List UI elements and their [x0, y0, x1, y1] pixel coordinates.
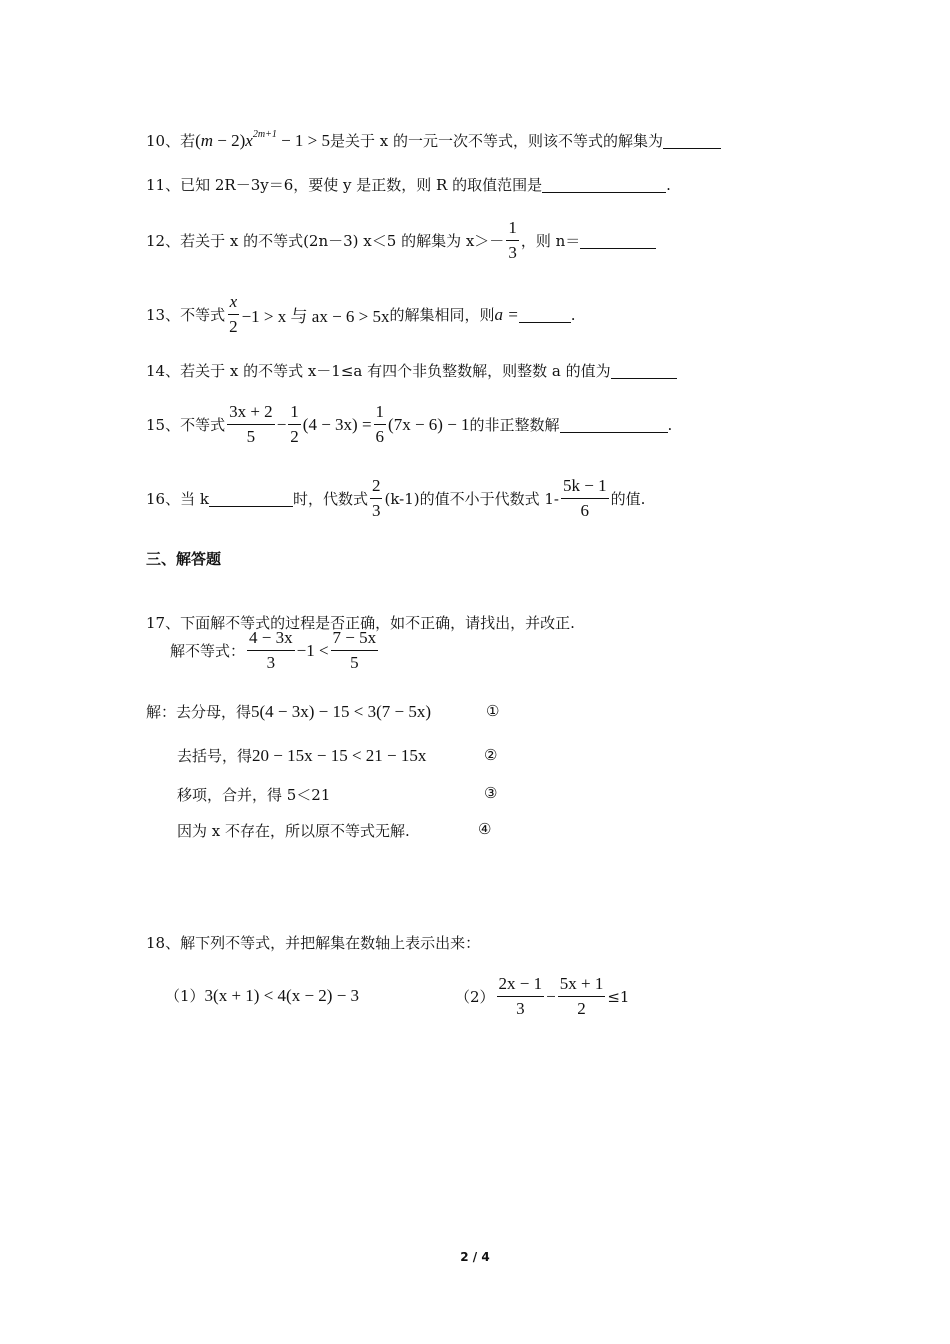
q17-step-2	[177, 745, 426, 766]
q13-end: .	[570, 305, 576, 324]
q18-part-2-end: ≤1	[607, 987, 630, 1006]
q11-answer-blank[interactable]	[542, 176, 666, 193]
q10-prefix: 10、若	[146, 132, 196, 150]
page-number: 2 / 4	[460, 1250, 490, 1264]
q13-fraction	[227, 292, 240, 337]
q17-step-2-mark: ②	[484, 746, 498, 764]
q16-text-2: (k-1)的值不小于代数式 1-	[384, 490, 559, 508]
q18-part-2	[455, 974, 629, 1019]
q17-step-1-expr: 5(4 − 3x) − 15 < 3(7 − 5x)	[251, 701, 432, 721]
q15-text: 的非正整数解	[469, 416, 560, 434]
q15-frac2-den: 2	[290, 427, 299, 446]
q17-step-3-label: 移项，合并，得 5＜21	[177, 786, 331, 804]
q17-step-4-label: 因为 x 不存在，所以原不等式无解.	[177, 822, 410, 840]
q13-prefix: 13、不等式	[146, 306, 226, 324]
q16-fraction-2	[561, 476, 609, 521]
q17-solve-label: 解不等式：	[170, 642, 246, 660]
q16-frac2-num: 5k − 1	[561, 476, 609, 499]
question-12	[146, 218, 656, 263]
q10-expression: $(m - 2)x^{2m+1} - 1 > 5$	[195, 128, 331, 150]
question-11	[146, 174, 671, 195]
q15-fraction-3	[374, 402, 387, 447]
q18-frac2-den: 2	[577, 999, 586, 1018]
question-10	[146, 130, 721, 151]
q15-middle: (4 − 3x) =	[302, 414, 372, 434]
q12-frac-den: 3	[508, 243, 517, 262]
q15-tail: (7x − 6) − 1	[388, 414, 470, 434]
q15-frac1-num: 3x + 2	[227, 402, 275, 425]
q13-frac-den: 2	[229, 317, 238, 336]
q18-part-1-expr: 3(x + 1) < 4(x − 2) − 3	[204, 985, 360, 1005]
q17-problem	[170, 628, 380, 673]
q17-step-1-label: 解：去分母，得	[146, 703, 252, 721]
q16-answer-blank[interactable]	[209, 490, 293, 507]
q17-step-2-label: 去括号，得	[177, 747, 253, 765]
q15-frac3-den: 6	[375, 427, 385, 446]
q15-end: .	[667, 415, 673, 434]
q18-part-1	[165, 985, 359, 1006]
question-18: 18、解下列不等式，并把解集在数轴上表示出来：	[146, 934, 481, 952]
q18-part-2-label: （2）	[455, 988, 495, 1006]
q17-lhs-fraction	[247, 628, 295, 673]
q18-part-2-minus: −	[546, 986, 556, 1006]
q10-answer-blank[interactable]	[663, 132, 721, 149]
q13-expression: −1 > x 与 ax − 6 > 5x	[241, 307, 390, 326]
q16-suffix: 的值.	[610, 490, 646, 508]
q14-text: 14、若关于 x 的不等式 x－1≤a 有四个非负整数解，则整数 a 的值为	[146, 362, 611, 380]
q15-minus: −	[276, 414, 287, 434]
q13-text: 的解集相同，则	[389, 306, 495, 324]
q11-text: 11、已知 2R－3y＝6，要使 y 是正数，则 R 的取值范围是	[146, 176, 543, 194]
question-17: 17、下面解不等式的过程是否正确，如不正确，请找出，并改正.	[146, 614, 575, 632]
q15-frac2-num: 1	[288, 402, 301, 425]
q15-prefix: 15、不等式	[146, 416, 226, 434]
question-13	[146, 292, 576, 337]
q18-frac1-den: 3	[516, 999, 525, 1018]
q12-fraction	[506, 218, 519, 263]
q15-fraction-2	[288, 402, 301, 447]
q16-frac2-den: 6	[580, 501, 590, 520]
q17-rhs-fraction	[331, 628, 379, 673]
q12-suffix: ，则 n＝	[520, 232, 581, 250]
q12-frac-num: 1	[506, 218, 519, 241]
q17-step-3-mark: ③	[484, 784, 498, 802]
question-15	[146, 402, 672, 447]
q17-step-4	[177, 820, 410, 841]
question-16	[146, 476, 645, 521]
q18-part-2-fraction-1	[497, 974, 545, 1019]
q17-lhs-den: 3	[266, 653, 276, 672]
q13-answer-blank[interactable]	[519, 306, 571, 323]
q13-frac-num: x	[228, 292, 240, 315]
q10-text: 是关于 x 的一元一次不等式，则该不等式的解集为	[330, 132, 664, 150]
q17-step-1	[146, 701, 431, 722]
q17-lhs-tail: −1 <	[296, 640, 329, 660]
q18-frac2-num: 5x + 1	[558, 974, 606, 997]
q17-step-3	[177, 784, 330, 805]
q18-frac1-num: 2x − 1	[497, 974, 545, 997]
q17-step-2-expr: 20 − 15x − 15 < 21 − 15x	[252, 745, 427, 765]
q15-frac1-den: 5	[246, 427, 256, 446]
q17-rhs-den: 5	[350, 653, 359, 672]
q17-step-4-mark: ④	[478, 820, 492, 838]
q16-text: 时，代数式	[292, 490, 368, 508]
q18-part-2-fraction-2	[558, 974, 606, 1019]
q16-fraction-1	[370, 476, 383, 521]
q15-frac3-num: 1	[374, 402, 387, 425]
q14-answer-blank[interactable]	[611, 362, 677, 379]
q16-frac1-den: 3	[371, 501, 381, 520]
q17-rhs-num: 7 − 5x	[331, 628, 379, 651]
section-3-heading: 三、解答题	[146, 550, 222, 568]
q15-fraction-1	[227, 402, 275, 447]
q12-answer-blank[interactable]	[580, 232, 656, 249]
q17-step-1-mark: ①	[486, 702, 500, 720]
q17-lhs-num: 4 − 3x	[247, 628, 295, 651]
q15-answer-blank[interactable]	[560, 416, 668, 433]
q12-prefix: 12、若关于 x 的不等式(2n－3) x＜5 的解集为 x＞－	[146, 232, 505, 250]
q16-prefix: 16、当 k	[146, 490, 209, 508]
q16-frac1-num: 2	[370, 476, 383, 499]
q18-part-1-label: （1）	[165, 987, 205, 1005]
question-14	[146, 360, 677, 381]
q11-end: .	[666, 175, 671, 194]
q13-variable: a =	[494, 304, 519, 324]
